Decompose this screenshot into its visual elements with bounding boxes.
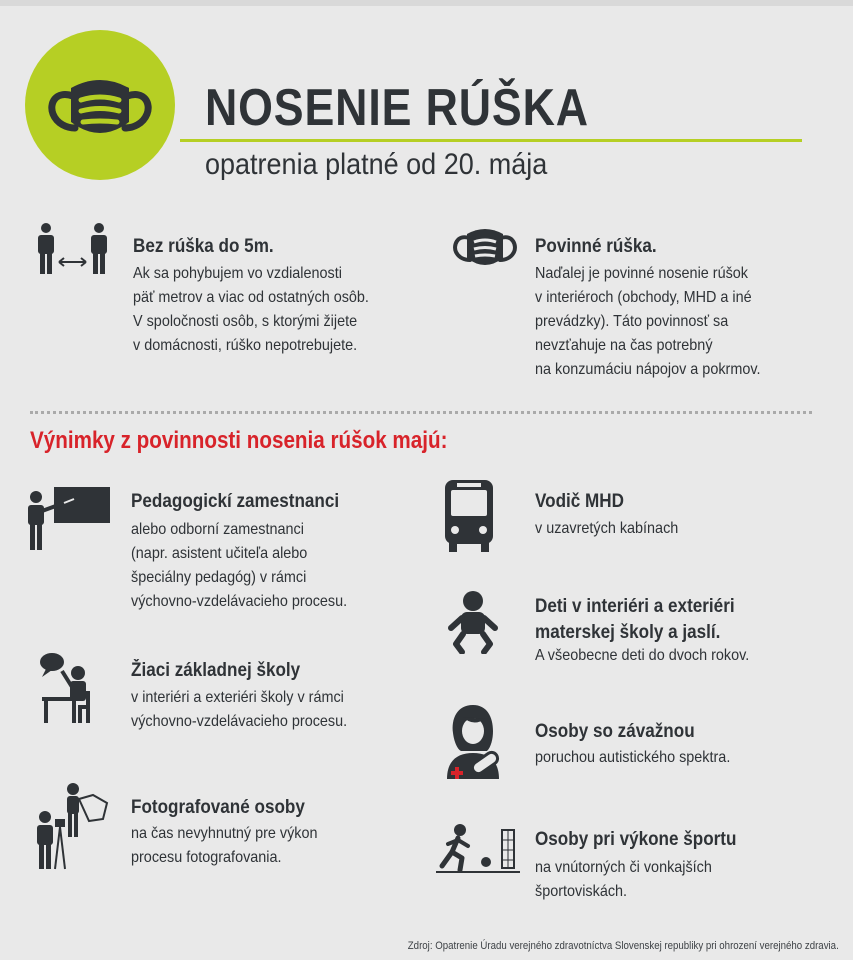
- exception-title-driver: Vodič MHD: [535, 491, 624, 512]
- rule-title-distance: Bez rúška do 5m.: [133, 236, 274, 257]
- exception-text-sport: na vnútorných či vonkajších športoviskách.: [535, 859, 712, 900]
- rule-title-mask: Povinné rúška.: [535, 236, 657, 257]
- sport-icon: [434, 822, 522, 879]
- bus-icon: [443, 478, 495, 559]
- rule-text-mask: Naďalej je povinné nosenie rúšok v interiéroch (obchody, MHD a iné prevádzky). Táto povinnosť sa nevzťahuje na čas potrebný na konzumáciu nápojov a pokrmov.: [535, 265, 761, 378]
- face-mask-logo-icon: [25, 30, 175, 180]
- exception-title-sport: Osoby pri výkone športu: [535, 829, 737, 850]
- teacher-icon: [24, 483, 112, 558]
- exception-text-driver: v uzavretých kabínach: [535, 520, 679, 537]
- face-mask-icon: [452, 222, 518, 279]
- autism-person-icon: [443, 703, 507, 786]
- baby-icon: [448, 590, 498, 659]
- exception-text-teachers: alebo odborní zamestnanci (napr. asistent učiteľa alebo špeciálny pedagóg) v rámci výchovno-vzdelávacieho procesu.: [131, 521, 348, 610]
- photographer-icon: [33, 781, 109, 876]
- page-title: NOSENIE RÚŠKA: [205, 79, 589, 137]
- page-subtitle: opatrenia platné od 20. mája: [205, 148, 548, 181]
- title-underline: [180, 139, 802, 142]
- exception-title-pupils: Žiaci základnej školy: [131, 660, 301, 681]
- exception-title-teachers: Pedagogickí zamestnanci: [131, 491, 340, 512]
- rule-text-distance: Ak sa pohybujem vo vzdialenosti päť metrov a viac od ostatných osôb. V spoločnosti osôb, s ktorými žijete v domácnosti, rúško nepotrebujete.: [133, 265, 369, 354]
- exceptions-heading: Výnimky z povinnosti nosenia rúšok majú:: [30, 427, 448, 454]
- exception-title-photographed: Fotografované osoby: [131, 797, 305, 818]
- pupil-icon: [38, 651, 102, 732]
- distance-people-icon: [33, 222, 113, 283]
- exception-title-autism: Osoby so závažnou: [535, 721, 695, 742]
- exception-text-autism: poruchou autistického spektra.: [535, 749, 731, 766]
- top-strip: [0, 0, 853, 6]
- exception-text-pupils: v interiéri a exteriéri školy v rámci výchovno-vzdelávacieho procesu.: [131, 689, 348, 730]
- exception-text-children: A všeobecne deti do dvoch rokov.: [535, 647, 750, 664]
- header-logo-circle: [25, 30, 175, 180]
- dotted-divider: [30, 411, 812, 414]
- exception-title-children: Deti v interiéri a exteriéri materskej školy a jaslí.: [535, 596, 735, 643]
- exception-text-photographed: na čas nevyhnutný pre výkon procesu fotografovania.: [131, 825, 318, 866]
- source-footnote: Zdroj: Opatrenie Úradu verejného zdravotníctva Slovenskej republiky pri ohrození verejného zdravia.: [408, 940, 839, 952]
